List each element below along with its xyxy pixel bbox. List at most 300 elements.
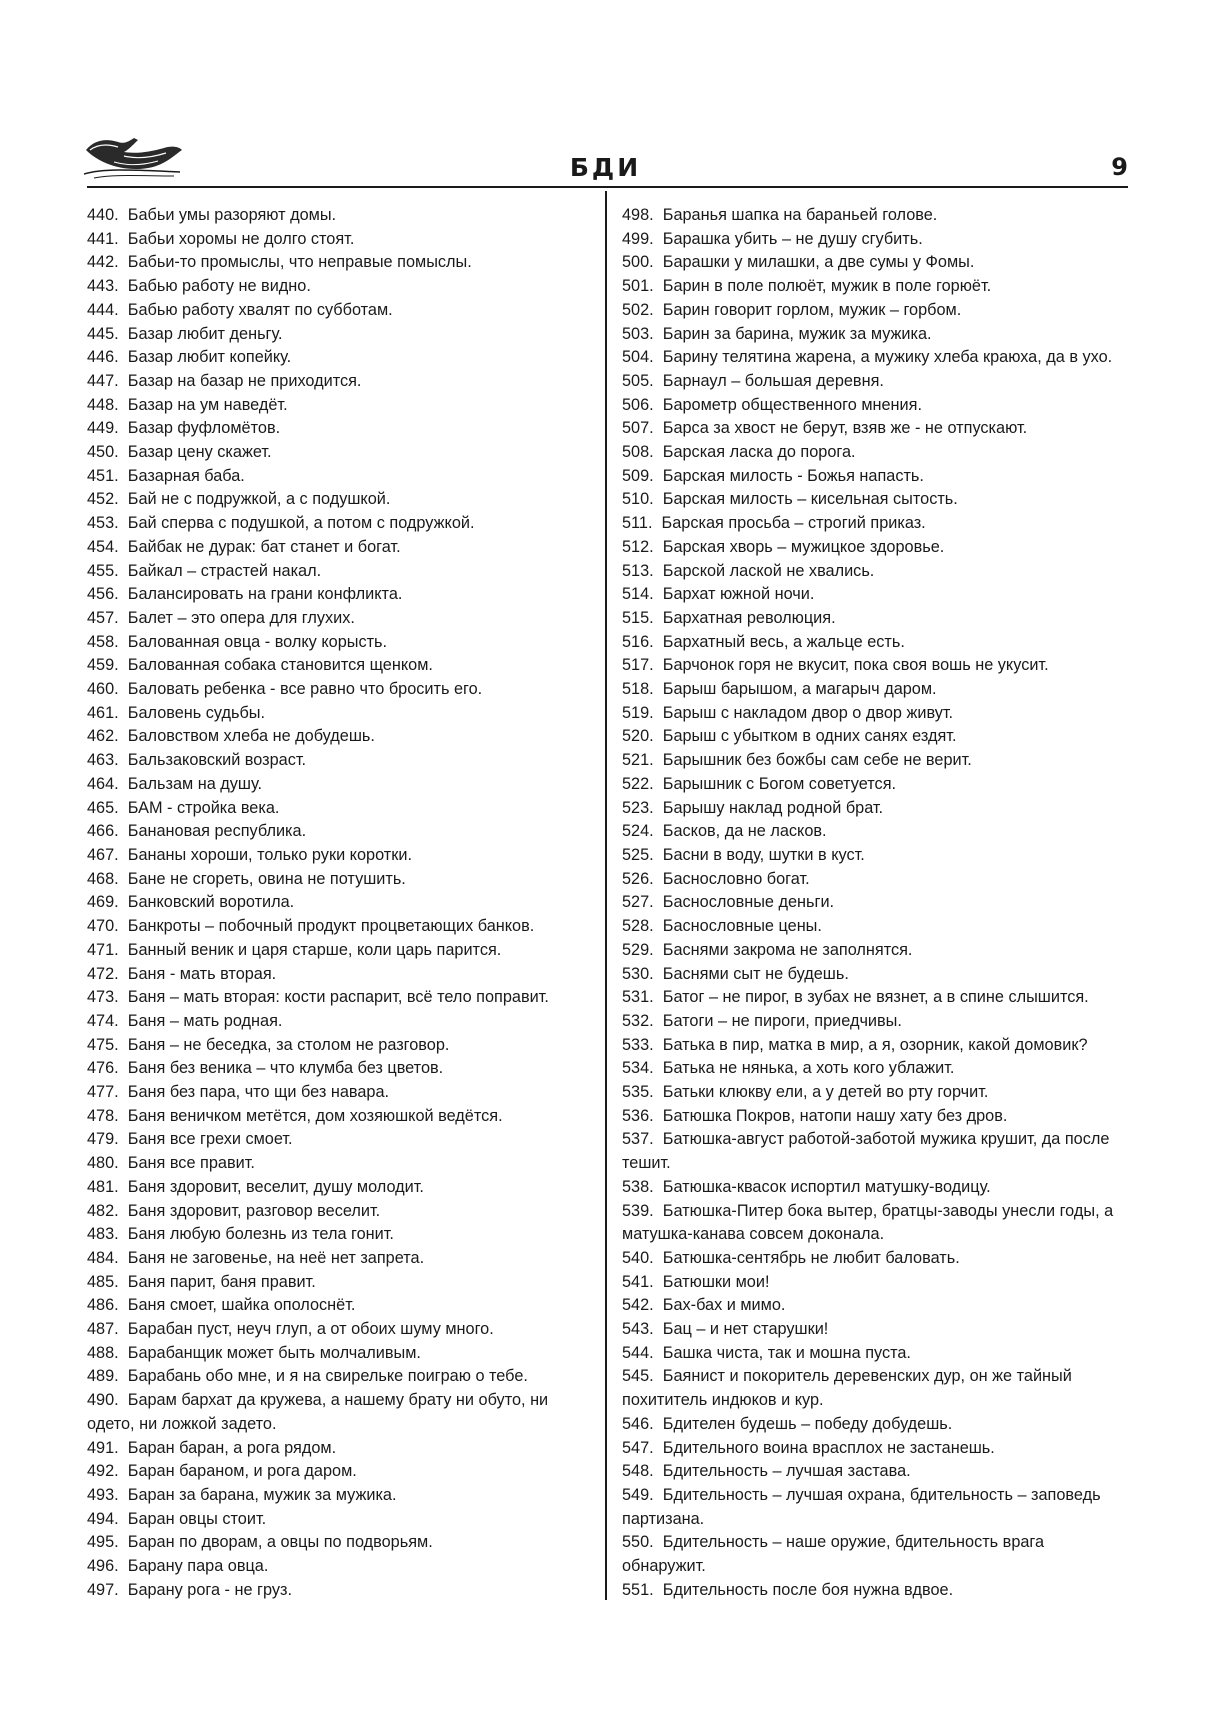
proverb-entry xyxy=(87,1365,595,1389)
entry-number: 471. xyxy=(87,940,119,959)
entry-number: 508. xyxy=(622,443,654,462)
entry-text: Баня все грехи смоет. xyxy=(127,1130,293,1149)
proverb-entry xyxy=(87,299,595,323)
entry-text: Баня – мать родная. xyxy=(127,1011,283,1030)
entry-text: Барин за барина, мужик за мужика. xyxy=(662,324,932,343)
proverb-entry xyxy=(622,678,1128,702)
entry-number: 547. xyxy=(622,1438,654,1457)
entry-text: Бальзам на душу. xyxy=(127,774,263,793)
entry-number: 511. xyxy=(622,514,653,533)
proverb-entry xyxy=(622,1105,1128,1129)
entry-number: 461. xyxy=(87,703,119,722)
entry-number: 466. xyxy=(87,822,119,841)
proverb-entry xyxy=(622,1342,1128,1366)
entry-text: Байбак не дурак: бат станет и богат. xyxy=(127,537,401,556)
entry-text: Барам бархат да кружева, а нашему брату ни обуто, ни одето, ни ложкой задето. xyxy=(87,1391,549,1433)
proverb-entry xyxy=(87,417,595,441)
proverb-entry xyxy=(87,1484,595,1508)
entry-text: Басни в воду, шутки в куст. xyxy=(662,845,865,864)
entry-number: 498. xyxy=(622,206,654,224)
proverb-entry xyxy=(87,844,595,868)
entry-number: 473. xyxy=(87,988,119,1007)
proverb-entry xyxy=(622,891,1128,915)
entry-text: Баня веничком метётся, дом хозяюшкой ведётся. xyxy=(127,1106,503,1125)
entry-text: Баран овцы стоит. xyxy=(127,1509,267,1528)
entry-text: Батоги – не пироги, приедчивы. xyxy=(662,1011,902,1030)
entry-text: Балованная овца - волку корысть. xyxy=(127,632,388,651)
entry-number: 440. xyxy=(87,206,119,224)
entry-text: Барса за хвост не берут, взяв же - не отпускают. xyxy=(662,419,1028,438)
entry-number: 543. xyxy=(622,1320,654,1339)
entry-number: 443. xyxy=(87,277,119,296)
entry-number: 517. xyxy=(622,656,654,675)
entry-number: 507. xyxy=(622,419,654,438)
entry-number: 529. xyxy=(622,940,654,959)
entry-text: Бдительного воина врасплох не застанешь. xyxy=(662,1438,995,1457)
entry-text: Барину телятина жарена, а мужику хлеба краюха, да в ухо. xyxy=(662,348,1113,367)
entry-text: Баня - мать вторая. xyxy=(127,964,277,983)
entry-text: Барану рога - не груз. xyxy=(127,1580,292,1599)
proverb-entry xyxy=(622,370,1128,394)
proverb-entry xyxy=(622,417,1128,441)
proverb-entry xyxy=(87,1081,595,1105)
entry-text: Барская просьба – строгий приказ. xyxy=(661,514,926,533)
proverb-entry xyxy=(622,1271,1128,1295)
proverb-entry xyxy=(622,844,1128,868)
proverb-entry xyxy=(622,465,1128,489)
entry-number: 515. xyxy=(622,608,654,627)
entry-number: 524. xyxy=(622,822,654,841)
entry-text: Баня – мать вторая: кости распарит, всё тело поправит. xyxy=(127,988,549,1007)
proverb-entry xyxy=(87,1176,595,1200)
proverb-entry xyxy=(622,251,1128,275)
proverb-entry xyxy=(87,1389,595,1436)
entry-number: 527. xyxy=(622,893,654,912)
proverb-entry xyxy=(622,1318,1128,1342)
entry-number: 475. xyxy=(87,1035,119,1054)
entry-text: Баня здоровит, разговор веселит. xyxy=(127,1201,381,1220)
proverb-entry xyxy=(622,1294,1128,1318)
proverb-entry xyxy=(87,1247,595,1271)
entry-text: Батька в пир, матка в мир, а я, озорник, какой домовик? xyxy=(662,1035,1088,1054)
entry-number: 544. xyxy=(622,1343,654,1362)
entry-number: 532. xyxy=(622,1011,654,1030)
entry-text: Барская ласка до порога. xyxy=(662,443,856,462)
entry-text: Барометр общественного мнения. xyxy=(662,395,922,414)
entry-text: Базарная баба. xyxy=(127,466,245,485)
entry-text: Барыш барышом, а магарыч даром. xyxy=(662,680,937,699)
proverb-entry xyxy=(622,488,1128,512)
proverb-entry xyxy=(622,1010,1128,1034)
proverb-entry xyxy=(622,986,1128,1010)
entry-number: 513. xyxy=(622,561,654,580)
entry-text: Баловством хлеба не добудешь. xyxy=(127,727,375,746)
entry-number: 478. xyxy=(87,1106,119,1125)
proverb-entry xyxy=(87,986,595,1010)
entry-text: Барыш с убытком в одних санях ездят. xyxy=(662,727,957,746)
entry-number: 502. xyxy=(622,300,654,319)
proverb-entry xyxy=(87,1460,595,1484)
entry-number: 453. xyxy=(87,514,119,533)
proverb-entry xyxy=(622,820,1128,844)
proverb-entry xyxy=(87,560,595,584)
entry-number: 496. xyxy=(87,1557,119,1576)
proverb-entry xyxy=(87,323,595,347)
proverb-entry xyxy=(622,915,1128,939)
entry-text: Базар цену скажет. xyxy=(127,443,272,462)
proverb-entry xyxy=(87,1318,595,1342)
entry-number: 504. xyxy=(622,348,654,367)
entry-number: 545. xyxy=(622,1367,654,1386)
entry-number: 447. xyxy=(87,371,119,390)
proverb-entry xyxy=(622,607,1128,631)
entry-number: 533. xyxy=(622,1035,654,1054)
entry-text: Базар любит деньгу. xyxy=(127,324,283,343)
entry-number: 442. xyxy=(87,253,119,272)
entry-text: Базар фуфломётов. xyxy=(127,419,281,438)
entry-number: 526. xyxy=(622,869,654,888)
entry-number: 469. xyxy=(87,893,119,912)
entry-text: Барышник без божбы сам себе не верит. xyxy=(662,751,972,770)
entry-number: 464. xyxy=(87,774,119,793)
proverb-entry xyxy=(87,536,595,560)
entry-number: 538. xyxy=(622,1177,654,1196)
entry-text: Бах-бах и мимо. xyxy=(662,1296,786,1315)
entry-text: Барин говорит горлом, мужик – горбом. xyxy=(662,300,962,319)
entry-number: 480. xyxy=(87,1154,119,1173)
entry-number: 500. xyxy=(622,253,654,272)
proverb-entry xyxy=(622,1579,1128,1603)
entry-number: 470. xyxy=(87,917,119,936)
proverb-entry xyxy=(622,441,1128,465)
proverb-entry xyxy=(87,631,595,655)
header-rule xyxy=(87,186,1128,188)
entry-text: Барчонок горя не вкусит, пока своя вошь не укусит. xyxy=(662,656,1049,675)
entry-number: 528. xyxy=(622,917,654,936)
proverb-entry xyxy=(87,725,595,749)
entry-text: Банный веник и царя старше, коли царь парится. xyxy=(127,940,502,959)
entry-text: Баран за барана, мужик за мужика. xyxy=(127,1485,397,1504)
entry-text: Бай не с подружкой, а с подушкой. xyxy=(127,490,391,509)
entry-text: Бдителен будешь – победу добудешь. xyxy=(662,1414,953,1433)
proverb-entry xyxy=(87,1579,595,1603)
entry-text: Бай сперва с подушкой, а потом с подружкой. xyxy=(127,514,475,533)
proverb-entry xyxy=(87,275,595,299)
proverb-entry xyxy=(622,1176,1128,1200)
entry-number: 457. xyxy=(87,608,119,627)
entry-number: 536. xyxy=(622,1106,654,1125)
entry-text: Баня без веника – что клумба без цветов. xyxy=(127,1059,444,1078)
entry-number: 522. xyxy=(622,774,654,793)
entry-text: Баснословные цены. xyxy=(662,917,822,936)
entry-number: 444. xyxy=(87,300,119,319)
entry-text: Баснословно богат. xyxy=(662,869,810,888)
entry-text: Батька не нянька, а хоть кого ублажит. xyxy=(662,1059,955,1078)
proverb-entry xyxy=(622,1128,1128,1175)
proverb-entry xyxy=(87,1057,595,1081)
entry-number: 551. xyxy=(622,1580,654,1599)
entry-text: Батюшка-август работой-заботой мужика крушит, да после тешит. xyxy=(622,1130,1110,1173)
entry-text: Барской лаской не хвались. xyxy=(662,561,875,580)
left-column xyxy=(87,204,595,1602)
entry-number: 448. xyxy=(87,395,119,414)
entry-number: 499. xyxy=(622,229,654,248)
entry-text: Балансировать на грани конфликта. xyxy=(127,585,403,604)
entry-number: 445. xyxy=(87,324,119,343)
entry-text: Бабьи хоромы не долго стоят. xyxy=(127,229,355,248)
proverb-entry xyxy=(87,1200,595,1224)
entry-number: 494. xyxy=(87,1509,119,1528)
entry-number: 455. xyxy=(87,561,119,580)
proverb-entry xyxy=(622,939,1128,963)
entry-number: 462. xyxy=(87,727,119,746)
entry-number: 467. xyxy=(87,845,119,864)
entry-text: Баснями закрома не заполнятся. xyxy=(662,940,913,959)
entry-number: 488. xyxy=(87,1343,119,1362)
entry-text: Батог – не пирог, в зубах не вязнет, а в спине слышится. xyxy=(662,988,1089,1007)
entry-number: 525. xyxy=(622,845,654,864)
entry-number: 476. xyxy=(87,1059,119,1078)
entry-number: 472. xyxy=(87,964,119,983)
entry-number: 459. xyxy=(87,656,119,675)
entry-number: 534. xyxy=(622,1059,654,1078)
entry-number: 549. xyxy=(622,1485,654,1504)
proverb-entry xyxy=(87,1271,595,1295)
proverb-entry xyxy=(622,512,1128,536)
entry-number: 509. xyxy=(622,466,654,485)
proverb-entry xyxy=(87,963,595,987)
entry-text: Бабьи-то промыслы, что неправые помыслы. xyxy=(127,253,472,272)
entry-number: 491. xyxy=(87,1438,119,1457)
proverb-entry xyxy=(87,891,595,915)
entry-text: Башка чиста, так и мошна пуста. xyxy=(662,1343,911,1362)
entry-number: 542. xyxy=(622,1296,654,1315)
entry-number: 493. xyxy=(87,1485,119,1504)
entry-number: 460. xyxy=(87,680,119,699)
entry-text: Барабань обо мне, и я на свирельке поиграю о тебе. xyxy=(127,1367,528,1386)
entry-number: 530. xyxy=(622,964,654,983)
proverb-entry xyxy=(87,370,595,394)
entry-text: Бархат южной ночи. xyxy=(662,585,815,604)
proverb-entry xyxy=(622,228,1128,252)
entry-number: 518. xyxy=(622,680,654,699)
proverb-entry xyxy=(622,702,1128,726)
proverb-entry xyxy=(87,1034,595,1058)
proverb-entry xyxy=(87,1010,595,1034)
proverb-entry xyxy=(87,1294,595,1318)
entry-text: Батюшка-квасок испортил матушку-водицу. xyxy=(662,1177,991,1196)
entry-text: Бальзаковский возраст. xyxy=(127,751,307,770)
entry-number: 450. xyxy=(87,443,119,462)
entry-text: Байкал – страстей накал. xyxy=(127,561,322,580)
proverb-entry xyxy=(622,773,1128,797)
entry-text: Базар на базар не приходится. xyxy=(127,371,362,390)
entry-text: Барабан пуст, неуч глуп, а от обоих шуму много. xyxy=(127,1320,494,1339)
proverb-entry xyxy=(622,868,1128,892)
entry-number: 506. xyxy=(622,395,654,414)
entry-text: Бананы хороши, только руки коротки. xyxy=(127,845,412,864)
entry-text: Батьки клюкву ели, а у детей во рту горчит. xyxy=(662,1083,989,1102)
entry-text: Баня любую болезнь из тела гонит. xyxy=(127,1225,394,1244)
proverb-entry xyxy=(87,1555,595,1579)
entry-text: Банкроты – побочный продукт процветающих банков. xyxy=(127,917,535,936)
proverb-entry xyxy=(87,1437,595,1461)
entry-number: 463. xyxy=(87,751,119,770)
entry-text: Баснями сыт не будешь. xyxy=(662,964,849,983)
entry-text: Баранья шапка на бараньей голове. xyxy=(662,206,938,224)
entry-number: 492. xyxy=(87,1462,119,1481)
proverb-entry xyxy=(87,1152,595,1176)
proverb-entry xyxy=(87,939,595,963)
entry-number: 474. xyxy=(87,1011,119,1030)
right-column xyxy=(622,204,1128,1602)
entry-number: 520. xyxy=(622,727,654,746)
proverb-entry xyxy=(622,1081,1128,1105)
entry-text: Бдительность – наше оружие, бдительность врага обнаружит. xyxy=(622,1533,1045,1576)
entry-text: Батюшка Покров, натопи нашу хату без дров. xyxy=(662,1106,1008,1125)
entry-text: Баня смоет, шайка ополоснёт. xyxy=(127,1296,356,1315)
proverb-entry xyxy=(87,441,595,465)
entry-text: Балет – это опера для глухих. xyxy=(127,608,355,627)
page-number: 9 xyxy=(1111,153,1128,181)
entry-number: 548. xyxy=(622,1462,654,1481)
entry-text: Баянист и покоритель деревенских дур, он же тайный похититель индюков и кур. xyxy=(622,1367,1072,1410)
entry-number: 501. xyxy=(622,277,654,296)
proverb-entry xyxy=(622,631,1128,655)
entry-text: Баловень судьбы. xyxy=(127,703,266,722)
entry-number: 539. xyxy=(622,1201,654,1220)
entry-text: Батюшка-сентябрь не любит баловать. xyxy=(662,1248,960,1267)
proverb-entry xyxy=(87,678,595,702)
entry-number: 489. xyxy=(87,1367,119,1386)
entry-text: Банковский воротила. xyxy=(127,893,295,912)
entry-number: 550. xyxy=(622,1533,654,1552)
entry-number: 535. xyxy=(622,1083,654,1102)
proverb-entry xyxy=(622,394,1128,418)
proverb-entry xyxy=(87,1342,595,1366)
proverb-entry xyxy=(87,394,595,418)
proverb-entry xyxy=(622,797,1128,821)
entry-text: Барану пара овца. xyxy=(127,1557,269,1576)
entry-number: 519. xyxy=(622,703,654,722)
entry-text: БАМ - стройка века. xyxy=(127,798,280,817)
entry-number: 541. xyxy=(622,1272,654,1291)
entry-text: Бархатный весь, а жальце есть. xyxy=(662,632,905,651)
proverb-entry xyxy=(87,773,595,797)
proverb-entry xyxy=(87,488,595,512)
entry-text: Базар на ум наведёт. xyxy=(127,395,288,414)
proverb-entry xyxy=(87,820,595,844)
entry-text: Барашки у милашки, а две сумы у Фомы. xyxy=(662,253,975,272)
proverb-entry xyxy=(622,1365,1128,1412)
proverb-entry xyxy=(622,299,1128,323)
entry-text: Барашка убить – не душу сгубить. xyxy=(662,229,923,248)
entry-text: Батюшки мои! xyxy=(662,1272,770,1291)
proverb-entry xyxy=(622,323,1128,347)
entry-number: 468. xyxy=(87,869,119,888)
proverb-entry xyxy=(87,749,595,773)
entry-text: Барабанщик может быть молчаливым. xyxy=(127,1343,421,1362)
entry-number: 449. xyxy=(87,419,119,438)
entry-number: 514. xyxy=(622,585,654,604)
entry-text: Бдительность – лучшая охрана, бдительность – заповедь партизана. xyxy=(622,1485,1101,1528)
entry-text: Барская милость – кисельная сытость. xyxy=(662,490,958,509)
proverb-entry xyxy=(622,204,1128,228)
entry-number: 486. xyxy=(87,1296,119,1315)
entry-text: Барская милость - Божья напасть. xyxy=(662,466,924,485)
entry-text: Баловать ребенка - все равно что бросить его. xyxy=(127,680,483,699)
proverb-entry xyxy=(87,1531,595,1555)
entry-text: Банановая республика. xyxy=(127,822,307,841)
proverb-entry xyxy=(87,346,595,370)
entry-text: Бдительность после боя нужна вдвое. xyxy=(662,1580,954,1599)
entry-number: 454. xyxy=(87,537,119,556)
entry-text: Баран бараном, и рога даром. xyxy=(127,1462,357,1481)
entry-number: 505. xyxy=(622,371,654,390)
entry-number: 531. xyxy=(622,988,654,1007)
entry-text: Баран по дворам, а овцы по подворьям. xyxy=(127,1533,433,1552)
entry-text: Баснословные деньги. xyxy=(662,893,835,912)
entry-number: 516. xyxy=(622,632,654,651)
entry-number: 503. xyxy=(622,324,654,343)
entry-number: 523. xyxy=(622,798,654,817)
proverb-entry xyxy=(87,868,595,892)
entry-text: Балованная собака становится щенком. xyxy=(127,656,433,675)
entry-number: 485. xyxy=(87,1272,119,1291)
entry-text: Бане не сгореть, овина не потушить. xyxy=(127,869,406,888)
entry-number: 540. xyxy=(622,1248,654,1267)
proverb-entry xyxy=(622,1247,1128,1271)
entry-number: 479. xyxy=(87,1130,119,1149)
entry-number: 452. xyxy=(87,490,119,509)
proverb-entry xyxy=(622,346,1128,370)
entry-number: 446. xyxy=(87,348,119,367)
entry-text: Барская хворь – мужицкое здоровье. xyxy=(662,537,945,556)
entry-text: Бархатная революция. xyxy=(662,608,836,627)
entry-number: 495. xyxy=(87,1533,119,1552)
entry-number: 484. xyxy=(87,1248,119,1267)
entry-number: 481. xyxy=(87,1177,119,1196)
entry-number: 521. xyxy=(622,751,654,770)
proverb-entry xyxy=(622,560,1128,584)
entry-number: 512. xyxy=(622,537,654,556)
entry-number: 546. xyxy=(622,1414,654,1433)
proverb-entry xyxy=(622,275,1128,299)
proverb-entry xyxy=(622,1531,1128,1578)
entry-text: Барыш с накладом двор о двор живут. xyxy=(662,703,954,722)
proverb-entry xyxy=(87,1105,595,1129)
column-divider xyxy=(605,191,607,1600)
proverb-entry xyxy=(622,963,1128,987)
entry-number: 497. xyxy=(87,1580,119,1599)
entry-text: Баня все правит. xyxy=(127,1154,255,1173)
proverb-entry xyxy=(87,251,595,275)
proverb-entry xyxy=(622,1200,1128,1247)
proverb-entry xyxy=(622,583,1128,607)
entry-text: Барышник с Богом советуется. xyxy=(662,774,897,793)
entry-text: Басков, да не ласков. xyxy=(662,822,827,841)
proverb-entry xyxy=(87,228,595,252)
entry-number: 537. xyxy=(622,1130,654,1149)
entry-number: 451. xyxy=(87,466,119,485)
running-header-title: БДИ xyxy=(569,153,642,182)
proverb-entry xyxy=(87,1128,595,1152)
proverb-entry xyxy=(622,1413,1128,1437)
proverb-entry xyxy=(622,1460,1128,1484)
entry-text: Баран баран, а рога рядом. xyxy=(127,1438,337,1457)
entry-text: Барин в поле полюёт, мужик в поле горюёт. xyxy=(662,277,992,296)
entry-text: Баня не заговенье, на неё нет запрета. xyxy=(127,1248,425,1267)
